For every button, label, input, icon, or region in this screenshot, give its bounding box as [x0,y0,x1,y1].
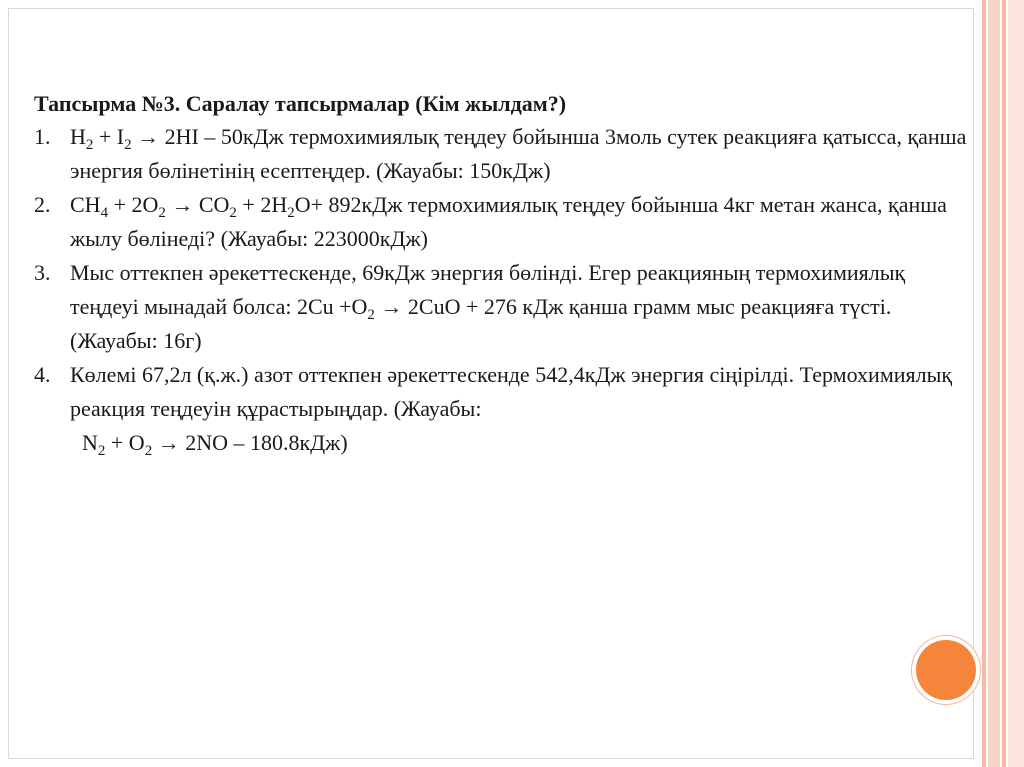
task-text: $H_2 + I_2 \to 2HI - 50кДж$ термохимиялық теңдеу бойынша 3моль сутек реакцияға қатысса, қанша энергия бөлінетінің есептеңдер. (Жауабы: 150кДж) [70,124,967,183]
decor-stripe [988,0,1000,767]
task-number: 3. [34,260,51,285]
slide-content [34,88,974,460]
task-item [34,120,974,188]
task-text: $CH_4 + 2O_2 \to CO_2 + 2H_2O+ 892кДж$ термохимиялық теңдеу бойынша 4кг метан жанса, қанша жылу бөлінеді? (Жауабы: 223000кДж) [70,192,947,251]
decor-stripe [1008,0,1024,767]
task-number: 2. [34,192,51,217]
task-number: 4. [34,362,51,387]
decor-stripe [1002,0,1006,767]
task-item [34,358,974,460]
task-item [34,256,974,358]
task-list [34,120,974,460]
task-text: Мыс оттекпен әрекеттескенде, 69кДж энергия бөлінді. Егер реакцияның термохимиялық теңдеуі мынадай болса: $2Cu +O_2 \to 2CuO + 276$ кДж қанша грамм мыс реакцияға түсті. (Жауабы: 16г) [70,260,906,353]
task-number: 1. [34,124,51,149]
answer-formula: $N_2 + O_2 \to 2NO - 180.8кДж$) [82,430,348,459]
slide-title: Тапсырма №3. Саралау тапсырмалар (Кім жылдам?) [34,91,567,116]
task-text: Көлемі 67,2л (қ.ж.) азот оттекпен әрекеттескенде 542,4кДж энергия сіңірілді. Термохимиялық реакция теңдеуін құрастырыңдар. (Жауабы: [70,362,953,421]
task-item [34,188,974,256]
decor-stripe [982,0,986,767]
decor-circle [916,640,976,700]
